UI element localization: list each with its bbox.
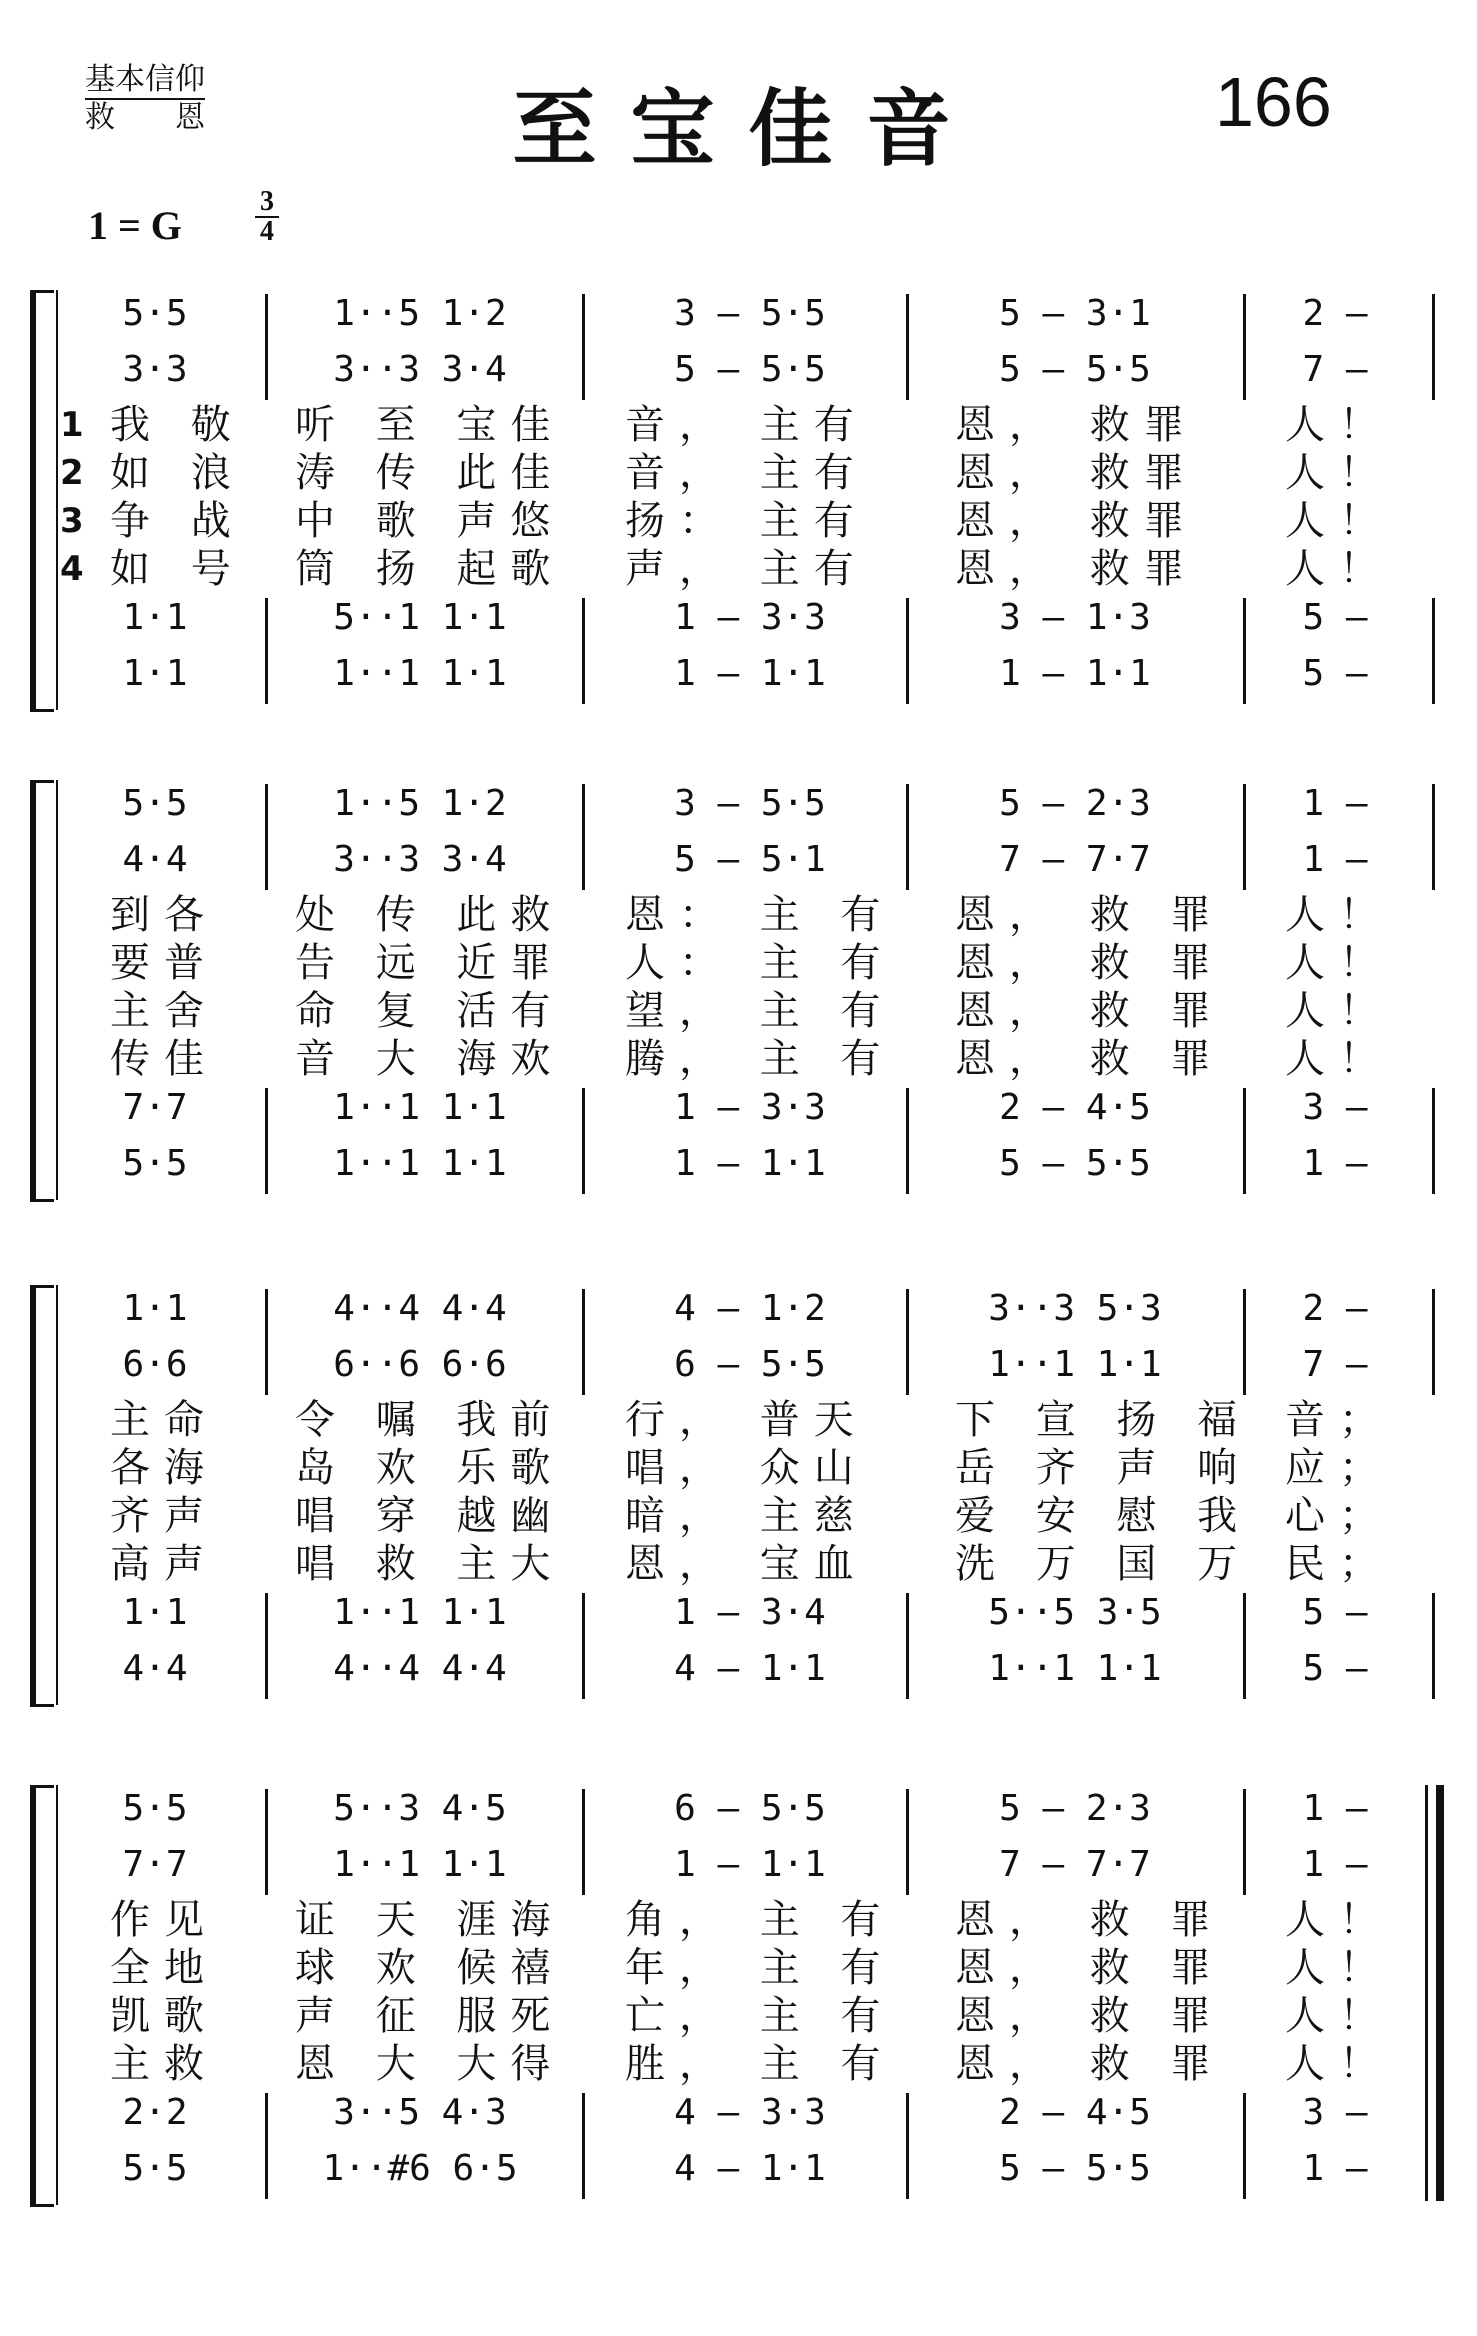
lyric-segment: 人！ [1285,546,1393,592]
measure: 7 — 7·7 [999,1844,1151,1885]
lower-row [0,2089,1477,2137]
measure: 5·5 [122,1143,188,1184]
barline-end [1432,1593,1435,1699]
lyric-segment: 恩， 宝血 [625,1541,868,1587]
lyric-segment: 恩， 救 罪 [955,940,1225,986]
lyric-segment: 听 至 宝佳 [295,402,565,448]
measure: 1 — [1302,1143,1368,1184]
barline [906,784,909,890]
verse-number: 2 [60,453,84,493]
final-barline-thick [1436,1785,1444,2201]
measure: 6 — 5·5 [674,1788,826,1829]
lyric-segment: 胜， 主 有 [625,2041,895,2087]
time-signature [255,188,279,246]
measure: 5 — 2·3 [999,783,1151,824]
lower-row [0,1084,1477,1132]
lyric-segment: 人！ [1285,940,1393,986]
measure: 3··3 5·3 [988,1288,1162,1329]
lyric-segment: 唱 穿 越幽 [295,1493,565,1539]
measure: 6 — 5·5 [674,1344,826,1385]
verse-number: 3 [60,501,84,541]
barline [265,294,268,400]
lyric-segment: 岳 齐 声 响 [955,1445,1252,1491]
barline-end [1432,1088,1435,1194]
lyric-segment: 音， 主有 [625,402,868,448]
lyric-segment: 主舍 [110,988,218,1034]
barline [906,2093,909,2199]
lyric-segment: 恩， 救 罪 [955,1945,1225,1991]
measure: 1··1 1·1 [333,1844,507,1885]
upper-row [0,1285,1477,1333]
lyric-segment: 涛 传 此佳 [295,450,565,496]
measure: 1 — 3·3 [674,597,826,638]
measure: 1 — [1302,783,1368,824]
lyric-segment: 证 天 涯海 [295,1897,565,1943]
barline [1243,598,1246,704]
lyric-segment: 洗 万 国 万 [955,1541,1252,1587]
barline [265,1289,268,1395]
measure: 7·7 [122,1844,188,1885]
measure: 4 — 3·3 [674,2092,826,2133]
lyric-segment: 高声 [110,1541,218,1587]
lyric-line [0,1897,1477,1943]
measure: 1··1 1·1 [988,1648,1162,1689]
hymn-title: 至宝佳音 [512,80,985,178]
verse-number: 4 [60,549,84,589]
upper-row [0,346,1477,394]
upper-row [0,836,1477,884]
measure: 7·7 [122,1087,188,1128]
lyric-segment: 岛 欢 乐歌 [295,1445,565,1491]
lyric-segment: 恩， 救 罪 [955,988,1225,1034]
measure: 5·5 [122,1788,188,1829]
measure: 5 — [1302,1592,1368,1633]
barline [582,2093,585,2199]
lyric-segment: 音 大 海欢 [295,1036,565,1082]
lyric-segment: 恩， 救 罪 [955,2041,1225,2087]
measure: 4 — 1·1 [674,1648,826,1689]
lyric-segment: 命 复 活有 [295,988,565,1034]
measure: 1 — [1302,2148,1368,2189]
measure: 2 — 4·5 [999,2092,1151,2133]
lyric-segment: 音， 主有 [625,450,868,496]
measure: 7 — [1302,1344,1368,1385]
system-3 [0,1285,1477,1701]
upper-row [0,780,1477,828]
lyric-segment: 音； [1285,1397,1393,1443]
lyric-segment: 声 征 服死 [295,1993,565,2039]
measure: 6··6 6·6 [333,1344,507,1385]
lyric-segment: 人！ [1285,450,1393,496]
barline-end [1432,784,1435,890]
measure: 1··1 1·1 [333,1087,507,1128]
measure: 4 — 1·2 [674,1288,826,1329]
measure: 3 — 5·5 [674,293,826,334]
lyric-line [0,498,1477,544]
lyric-segment: 处 传 此救 [295,892,565,938]
measure: 2 — [1302,1288,1368,1329]
measure: 4·4 [122,1648,188,1689]
measure: 1 — 1·1 [674,1844,826,1885]
upper-row [0,1841,1477,1889]
lyric-segment: 行， 普天 [625,1397,868,1443]
lyric-line [0,1945,1477,1991]
barline [1243,1789,1246,1895]
measure: 1·1 [122,653,188,694]
measure: 5 — 5·5 [999,349,1151,390]
measure: 1··5 1·2 [333,293,507,334]
lyric-segment: 人！ [1285,1897,1393,1943]
measure: 1 — 3·4 [674,1592,826,1633]
lyric-line [0,450,1477,496]
lyric-segment: 传佳 [110,1036,218,1082]
barline [582,1789,585,1895]
category-bottom: 救 恩 [85,100,205,135]
final-barline-thin [1425,1785,1428,2201]
upper-row [0,1341,1477,1389]
lower-row [0,1589,1477,1637]
lyric-segment: 恩 大 大得 [295,2041,565,2087]
lyric-segment: 唱， 众山 [625,1445,868,1491]
measure: 3 — 5·5 [674,783,826,824]
measure: 1 — [1302,1844,1368,1885]
lyric-line [0,940,1477,986]
lyric-segment: 人！ [1285,1036,1393,1082]
measure: 5 — 5·5 [999,1143,1151,1184]
measure: 7 — [1302,349,1368,390]
measure: 5 — 2·3 [999,1788,1151,1829]
lyric-segment: 人！ [1285,1945,1393,1991]
lyric-segment: 恩， 救罪 [955,402,1198,448]
lyric-segment: 人！ [1285,892,1393,938]
barline [265,1593,268,1699]
barline [1243,1289,1246,1395]
measure: 5··3 4·5 [333,1788,507,1829]
measure: 5 — [1302,1648,1368,1689]
measure: 5 — [1302,653,1368,694]
lyric-segment: 应； [1285,1445,1393,1491]
lyric-segment: 扬： 主有 [625,498,868,544]
measure: 3 — 1·3 [999,597,1151,638]
lyric-segment: 人！ [1285,402,1393,448]
verse-number: 1 [60,405,84,445]
lyric-segment: 腾， 主 有 [625,1036,895,1082]
lyric-segment: 恩， 救 罪 [955,1897,1225,1943]
lyric-segment: 角， 主 有 [625,1897,895,1943]
lyric-segment: 恩， 救 罪 [955,1993,1225,2039]
lyric-line [0,1397,1477,1443]
lyric-segment: 爱 安 慰 我 [955,1493,1252,1539]
lyric-segment: 亡， 主 有 [625,1993,895,2039]
measure: 6·6 [122,1344,188,1385]
lyric-segment: 筒 扬 起歌 [295,546,565,592]
system-1 [0,290,1477,706]
measure: 4·4 [122,839,188,880]
lyric-segment: 人： 主 有 [625,940,895,986]
measure: 1 — 1·1 [674,653,826,694]
lyric-line [0,988,1477,1034]
measure: 4··4 4·4 [333,1648,507,1689]
barline [265,784,268,890]
lyric-segment: 恩， 救罪 [955,498,1198,544]
measure: 1 — 3·3 [674,1087,826,1128]
lyric-line [0,2041,1477,2087]
measure: 3··5 4·3 [333,2092,507,2133]
barline [1243,1088,1246,1194]
lyric-segment: 声， 主有 [625,546,868,592]
lower-row [0,594,1477,642]
barline [265,1088,268,1194]
lyric-segment: 恩， 救 罪 [955,1036,1225,1082]
measure: 2 — [1302,293,1368,334]
lower-row [0,1645,1477,1693]
lyric-line [0,1445,1477,1491]
barline [906,1289,909,1395]
lyric-line [0,402,1477,448]
lyric-segment: 恩： 主 有 [625,892,895,938]
barline [906,1789,909,1895]
measure: 1··1 1·1 [333,1143,507,1184]
lyric-segment: 如 号 [110,546,245,592]
measure: 1··5 1·2 [333,783,507,824]
category-top: 基本信仰 [85,62,205,100]
barline [582,1593,585,1699]
lyric-segment: 心； [1285,1493,1393,1539]
meter-bottom: 4 [260,216,274,247]
measure: 1 — [1302,1788,1368,1829]
barline [906,1088,909,1194]
lyric-segment: 恩， 救 罪 [955,892,1225,938]
lyric-segment: 暗， 主慈 [625,1493,868,1539]
system-2 [0,780,1477,1196]
lyric-segment: 告 远 近罪 [295,940,565,986]
measure: 3··3 3·4 [333,349,507,390]
lyric-segment: 主命 [110,1397,218,1443]
measure: 5·5 [122,293,188,334]
barline [582,294,585,400]
lyric-segment: 年， 主 有 [625,1945,895,1991]
lyric-line [0,1993,1477,2039]
lyric-segment: 齐声 [110,1493,218,1539]
lyric-segment: 人！ [1285,498,1393,544]
measure: 5··5 3·5 [988,1592,1162,1633]
measure: 5·5 [122,783,188,824]
lyric-segment: 如 浪 [110,450,245,496]
measure: 1··1 1·1 [333,1592,507,1633]
barline [1243,784,1246,890]
measure: 5 — 3·1 [999,293,1151,334]
measure: 1··1 1·1 [333,653,507,694]
measure: 3 — [1302,1087,1368,1128]
lyric-segment: 中 歌 声悠 [295,498,565,544]
barline-end [1432,1289,1435,1395]
measure: 3·3 [122,349,188,390]
barline [582,784,585,890]
barline [582,598,585,704]
lyric-segment: 到各 [110,892,218,938]
lyric-segment: 球 欢 候禧 [295,1945,565,1991]
barline [1243,294,1246,400]
barline-end [1432,598,1435,704]
barline [906,294,909,400]
measure: 4··4 4·4 [333,1288,507,1329]
measure: 5 — 5·5 [999,2148,1151,2189]
measure: 1·1 [122,1288,188,1329]
lyric-segment: 恩， 救罪 [955,450,1198,496]
lyric-segment: 恩， 救罪 [955,546,1198,592]
lyric-segment: 要普 [110,940,218,986]
upper-row [0,1785,1477,1833]
system-4 [0,1785,1477,2201]
measure: 1 — [1302,839,1368,880]
barline [265,2093,268,2199]
lyric-segment: 民； [1285,1541,1393,1587]
measure: 1 — 1·1 [674,1143,826,1184]
lower-row [0,650,1477,698]
lyric-segment: 人！ [1285,988,1393,1034]
measure: 7 — 7·7 [999,839,1151,880]
lyric-segment: 全地 [110,1945,218,1991]
key-signature: 1 = G [88,203,182,248]
lyric-segment: 望， 主 有 [625,988,895,1034]
measure: 4 — 1·1 [674,2148,826,2189]
barline [1243,1593,1246,1699]
measure: 5 — 5·1 [674,839,826,880]
lyric-line [0,892,1477,938]
lyric-line [0,1036,1477,1082]
measure: 2·2 [122,2092,188,2133]
lyric-segment: 各海 [110,1445,218,1491]
barline [906,1593,909,1699]
measure: 5 — 5·5 [674,349,826,390]
measure: 1··1 1·1 [988,1344,1162,1385]
lyric-segment: 唱 救 主大 [295,1541,565,1587]
measure: 1··#6 6·5 [322,2148,518,2189]
measure: 1·1 [122,597,188,638]
lyric-segment: 凯歌 [110,1993,218,2039]
measure: 5·5 [122,2148,188,2189]
measure: 1·1 [122,1592,188,1633]
measure: 3 — [1302,2092,1368,2133]
hymn-number: 166 [1215,63,1332,141]
lyric-line [0,1541,1477,1587]
barline [265,598,268,704]
measure: 1 — 1·1 [999,653,1151,694]
lyric-segment: 人！ [1285,2041,1393,2087]
measure: 5··1 1·1 [333,597,507,638]
lyric-segment: 主救 [110,2041,218,2087]
lyric-line [0,1493,1477,1539]
lyric-line [0,546,1477,592]
lyric-segment: 人！ [1285,1993,1393,2039]
meter-top: 3 [255,188,279,218]
barline [582,1289,585,1395]
measure: 3··3 3·4 [333,839,507,880]
barline-end [1432,294,1435,400]
lyric-segment: 令 嘱 我前 [295,1397,565,1443]
lyric-segment: 我 敬 [110,402,245,448]
barline [906,598,909,704]
measure: 2 — 4·5 [999,1087,1151,1128]
lyric-segment: 争 战 [110,498,245,544]
upper-row [0,290,1477,338]
lyric-segment: 作见 [110,1897,218,1943]
barline [265,1789,268,1895]
measure: 5 — [1302,597,1368,638]
lower-row [0,1140,1477,1188]
lower-row [0,2145,1477,2193]
lyric-segment: 下 宣 扬 福 [955,1397,1252,1443]
barline [1243,2093,1246,2199]
barline [582,1088,585,1194]
